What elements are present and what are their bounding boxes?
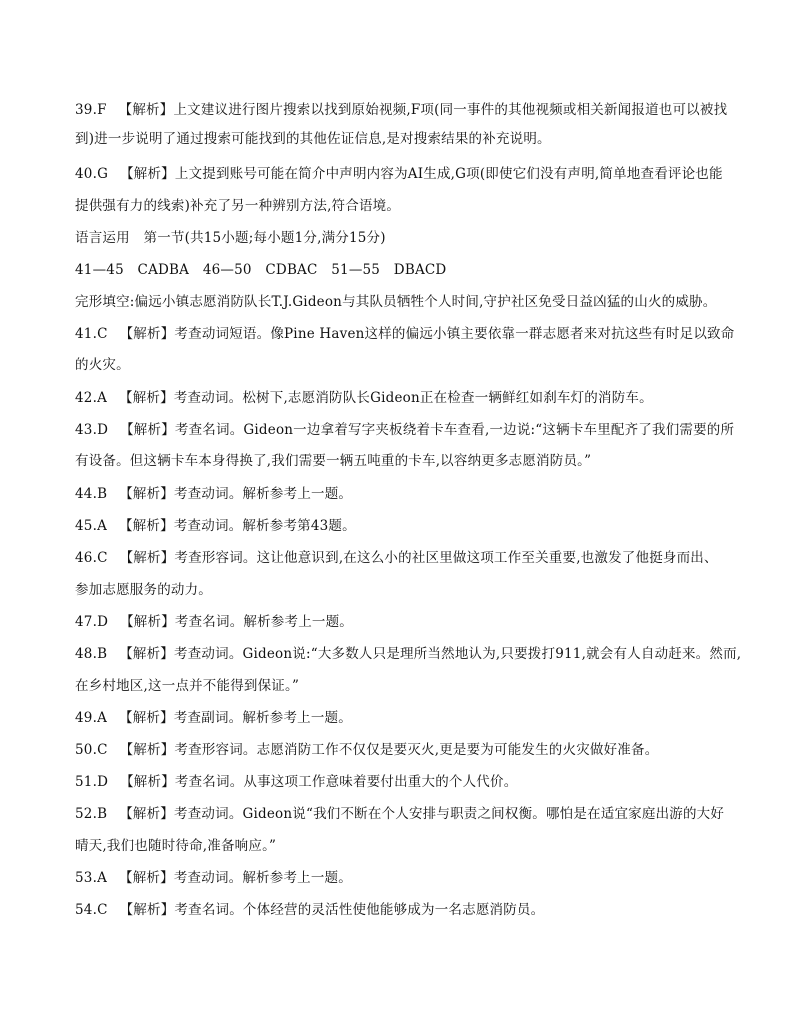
answer-45 bbox=[75, 516, 735, 536]
analysis-text: 考查名词。从事这项工作意味着要付出重大的个人代价。 bbox=[174, 774, 518, 790]
analysis-tag: 【解析】 bbox=[119, 550, 175, 566]
answer-43-continued bbox=[75, 451, 735, 471]
question-number: 44.B bbox=[75, 486, 108, 502]
analysis-text: 考查动词。松树下,志愿消防队长Gideon正在检查一辆鲜红如刹车灯的消防车。 bbox=[173, 390, 653, 406]
question-number: 54.C bbox=[75, 902, 108, 918]
question-number: 40.G bbox=[75, 166, 109, 182]
analysis-text: 提供强有力的线索)补充了另一种辨别方法,符合语境。 bbox=[75, 198, 401, 214]
analysis-tag: 【解析】 bbox=[119, 710, 174, 726]
analysis-tag: 【解析】 bbox=[120, 614, 175, 630]
analysis-text: 的火灾。 bbox=[75, 357, 130, 373]
analysis-text: 晴天,我们也随时待命,准备响应。” bbox=[75, 838, 277, 854]
question-number: 39.F bbox=[75, 102, 107, 118]
analysis-tag: 【解析】 bbox=[119, 518, 174, 534]
answer-39-continued bbox=[75, 129, 735, 149]
analysis-tag: 【解析】 bbox=[119, 902, 175, 918]
analysis-tag: 【解析】 bbox=[120, 774, 175, 790]
analysis-text: 考查名词。Gideon一边拿着写字夹板绕着卡车查看,一边说:“这辆卡车里配齐了我们需要的所 bbox=[174, 422, 735, 438]
analysis-text: 在乡村地区,这一点并不能得到保证。” bbox=[75, 678, 300, 694]
question-number: 53.A bbox=[75, 870, 108, 886]
analysis-tag: 【解析】 bbox=[119, 742, 175, 758]
analysis-text: 考查动词短语。像Pine Haven这样的偏远小镇主要依靠一群志愿者来对抗这些有时足以致命 bbox=[174, 326, 735, 342]
question-number: 47.D bbox=[75, 614, 109, 630]
analysis-tag: 【解析】 bbox=[119, 646, 175, 662]
answer-48 bbox=[75, 644, 742, 664]
question-number: 45.A bbox=[75, 518, 108, 534]
analysis-text: 考查副词。解析参考上一题。 bbox=[173, 710, 352, 726]
answer-40 bbox=[75, 164, 735, 184]
analysis-text: 考查动词。Gideon说“我们不断在个人安排与职责之间权衡。哪怕是在适宜家庭出游的大好 bbox=[174, 806, 725, 822]
analysis-text: 考查动词。解析参考上一题。 bbox=[174, 486, 353, 502]
question-number: 52.B bbox=[75, 806, 108, 822]
cloze-summary-text: 完形填空:偏远小镇志愿消防队长T.J.Gideon与其队员牺牲个人时间,守护社区免受日益凶猛的山火的威胁。 bbox=[75, 294, 717, 310]
question-number: 42.A bbox=[75, 390, 108, 406]
analysis-text: 上文建议进行图片搜索以找到原始视频,F项(同一事件的其他视频或相关新闻报道也可以被找 bbox=[173, 102, 728, 118]
analysis-text: 考查动词。解析参考第43题。 bbox=[173, 518, 356, 534]
question-number: 43.D bbox=[75, 422, 109, 438]
answer-48-continued bbox=[75, 676, 735, 696]
analysis-tag: 【解析】 bbox=[119, 806, 175, 822]
answer-39 bbox=[75, 100, 735, 120]
analysis-text: 参加志愿服务的动力。 bbox=[75, 582, 212, 598]
analysis-tag: 【解析】 bbox=[119, 390, 174, 406]
analysis-tag: 【解析】 bbox=[119, 326, 175, 342]
answer-47 bbox=[75, 612, 735, 632]
question-number: 51.D bbox=[75, 774, 109, 790]
answer-54 bbox=[75, 900, 735, 920]
analysis-tag: 【解析】 bbox=[118, 102, 174, 118]
cloze-summary bbox=[75, 292, 735, 312]
section-title: 语言运用 第一节(共15小题;每小题1分,满分15分) bbox=[75, 230, 386, 246]
analysis-tag: 【解析】 bbox=[120, 422, 175, 438]
answer-43 bbox=[75, 420, 735, 440]
answer-52-continued bbox=[75, 836, 735, 856]
answer-53 bbox=[75, 868, 735, 888]
analysis-tag: 【解析】 bbox=[119, 870, 174, 886]
answer-41 bbox=[75, 324, 735, 344]
answer-44 bbox=[75, 484, 735, 504]
analysis-text: 有设备。但这辆卡车本身得换了,我们需要一辆五吨重的卡车,以容纳更多志愿消防员。” bbox=[75, 453, 592, 469]
answer-42 bbox=[75, 388, 735, 408]
question-number: 48.B bbox=[75, 646, 108, 662]
analysis-text: 考查动词。解析参考上一题。 bbox=[173, 870, 352, 886]
analysis-text: 考查名词。解析参考上一题。 bbox=[174, 614, 354, 630]
analysis-text: 上文提到账号可能在简介中声明内容为AI生成,G项(即使它们没有声明,简单地查看评论也能 bbox=[174, 166, 723, 182]
answer-52 bbox=[75, 804, 735, 824]
question-number: 41.C bbox=[75, 326, 108, 342]
analysis-tag: 【解析】 bbox=[119, 486, 175, 502]
analysis-text: 到)进一步说明了通过搜索可能找到的其他佐证信息,是对搜索结果的补充说明。 bbox=[75, 131, 551, 147]
analysis-text: 考查形容词。这让他意识到,在这么小的社区里做这项工作至关重要,也激发了他挺身而出、 bbox=[174, 550, 718, 566]
question-number: 49.A bbox=[75, 710, 108, 726]
answer-sequence-text: 41—45 CADBA 46—50 CDBAC 51—55 DBACD bbox=[75, 262, 447, 278]
analysis-text: 考查形容词。志愿消防工作不仅仅是要灭火,更是要为可能发生的火灾做好准备。 bbox=[174, 742, 659, 758]
answer-51 bbox=[75, 772, 735, 792]
answer-46 bbox=[75, 548, 735, 568]
answer-41-continued bbox=[75, 355, 735, 375]
answer-50 bbox=[75, 740, 735, 760]
answer-46-continued bbox=[75, 580, 735, 600]
question-number: 50.C bbox=[75, 742, 108, 758]
question-number: 46.C bbox=[75, 550, 108, 566]
analysis-tag: 【解析】 bbox=[120, 166, 175, 182]
answer-49 bbox=[75, 708, 735, 728]
analysis-text: 考查动词。Gideon说:“大多数人只是理所当然地认为,只要拨打911,就会有人自动赶来。然而, bbox=[174, 646, 742, 662]
answer-40-continued bbox=[75, 196, 735, 216]
section-heading bbox=[75, 228, 735, 248]
answer-sequence bbox=[75, 260, 735, 280]
analysis-text: 考查名词。个体经营的灵活性使他能够成为一名志愿消防员。 bbox=[174, 902, 545, 918]
